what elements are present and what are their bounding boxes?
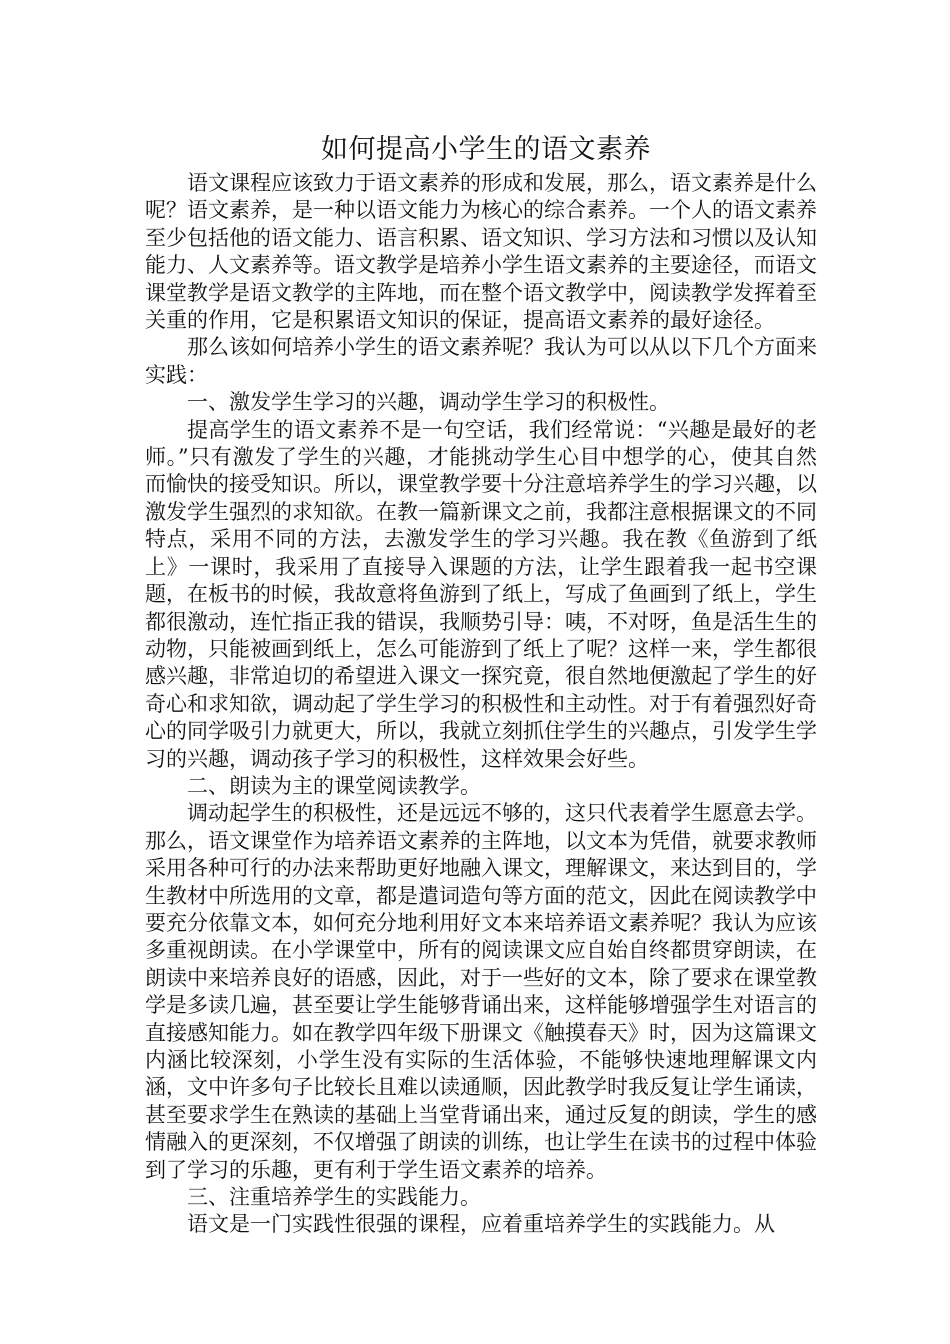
paragraph-section-2: 调动起学生的积极性，还是远远不够的，这只代表着学生愿意去学。那么，语文课堂作为培养语文素养的主阵地，以文本为凭借，就要求教师采用各种可行的办法来帮助更好地融入课文，理解课文，来达到目的，学生教材中所选用的文章，都是遣词造句等方面的范文，因此在阅读教学中要充分依靠文本，如何充分地利用好文本来培养语文素养呢？我认为应该多重视朗读。在小学课堂中，所有的阅读课文应自始自终都贯穿朗读，在朗读中来培养良好的语感，因此，对于一些好的文本，除了要求在课堂教学是多读几遍，甚至要让学生能够背诵出来，这样能够增强学生对语言的直接感知能力。如在教学四年级下册课文《触摸春天》时，因为这篇课文内涵比较深刻，小学生没有实际的生活体验，不能够快速地理解课文内涵，文中许多句子比较长且难以读通顺，因此教学时我反复让学生诵读，甚至要求学生在熟读的基础上当堂背诵出来，通过反复的朗读，学生的感情融入的更深刻，不仅增强了朗读的训练，也让学生在读书的过程中体验到了学习的乐趣，更有利于学生语文素养的培养。 <box>145 801 817 1182</box>
document-title: 如何提高小学生的语文素养 <box>321 134 651 165</box>
paragraph-section-1: 提高学生的语文素养不是一句空话，我们经常说：“兴趣是最好的老师。”只有激发了学生的兴趣，才能挑动学生心目中想学的心，使其自然而愉快的接受知识。所以，课堂教学要十分注意培养学生的学习兴趣，以激发学生强烈的求知欲。在教一篇新课文之前，我都注意根据课文的不同特点，采用不同的方法，去激发学生的学习兴趣。我在教《鱼游到了纸上》一课时，我采用了直接导入课题的方法，让学生跟着我一起书空课题，在板书的时候，我故意将鱼游到了纸上，写成了鱼画到了纸上，学生都很激动，连忙指正我的错误，我顺势引导：咦，不对呀，鱼是活生生的动物，只能被画到纸上，怎么可能游到了纸上了呢？这样一来，学生都很感兴趣，非常迫切的希望进入课文一探究竟，很自然地便激起了学生的好奇心和求知欲，调动起了学生学习的积极性和主动性。对于有着强烈好奇心的同学吸引力就更大，所以，我就立刻抓住学生的兴趣点，引发学生学习的兴趣，调动孩子学习的积极性，这样效果会好些。 <box>145 417 817 771</box>
section-heading-2: 二、朗读为主的课堂阅读教学。 <box>187 773 481 798</box>
section-heading-1: 一、激发学生学习的兴趣，调动学生学习的积极性。 <box>187 390 670 415</box>
paragraph-question: 那么该如何培养小学生的语文素养呢？我认为可以从以下几个方面来实践： <box>145 335 817 387</box>
section-heading-3: 三、注重培养学生的实践能力。 <box>187 1185 481 1210</box>
paragraph-section-3: 语文是一门实践性很强的课程，应着重培养学生的实践能力。从 <box>187 1212 775 1237</box>
paragraph-intro: 语文课程应该致力于语文素养的形成和发展，那么，语文素养是什么呢？语文素养，是一种以语文能力为核心的综合素养。一个人的语文素养至少包括他的语文能力、语言积累、语文知识、学习方法和习惯以及认知能力、人文素养等。语文教学是培养小学生语文素养的主要途径，而语文课堂教学是语文教学的主阵地，而在整个语文教学中，阅读教学发挥着至关重的作用，它是积累语文知识的保证，提高语文素养的最好途径。 <box>145 171 817 333</box>
document-page <box>145 130 817 1239</box>
